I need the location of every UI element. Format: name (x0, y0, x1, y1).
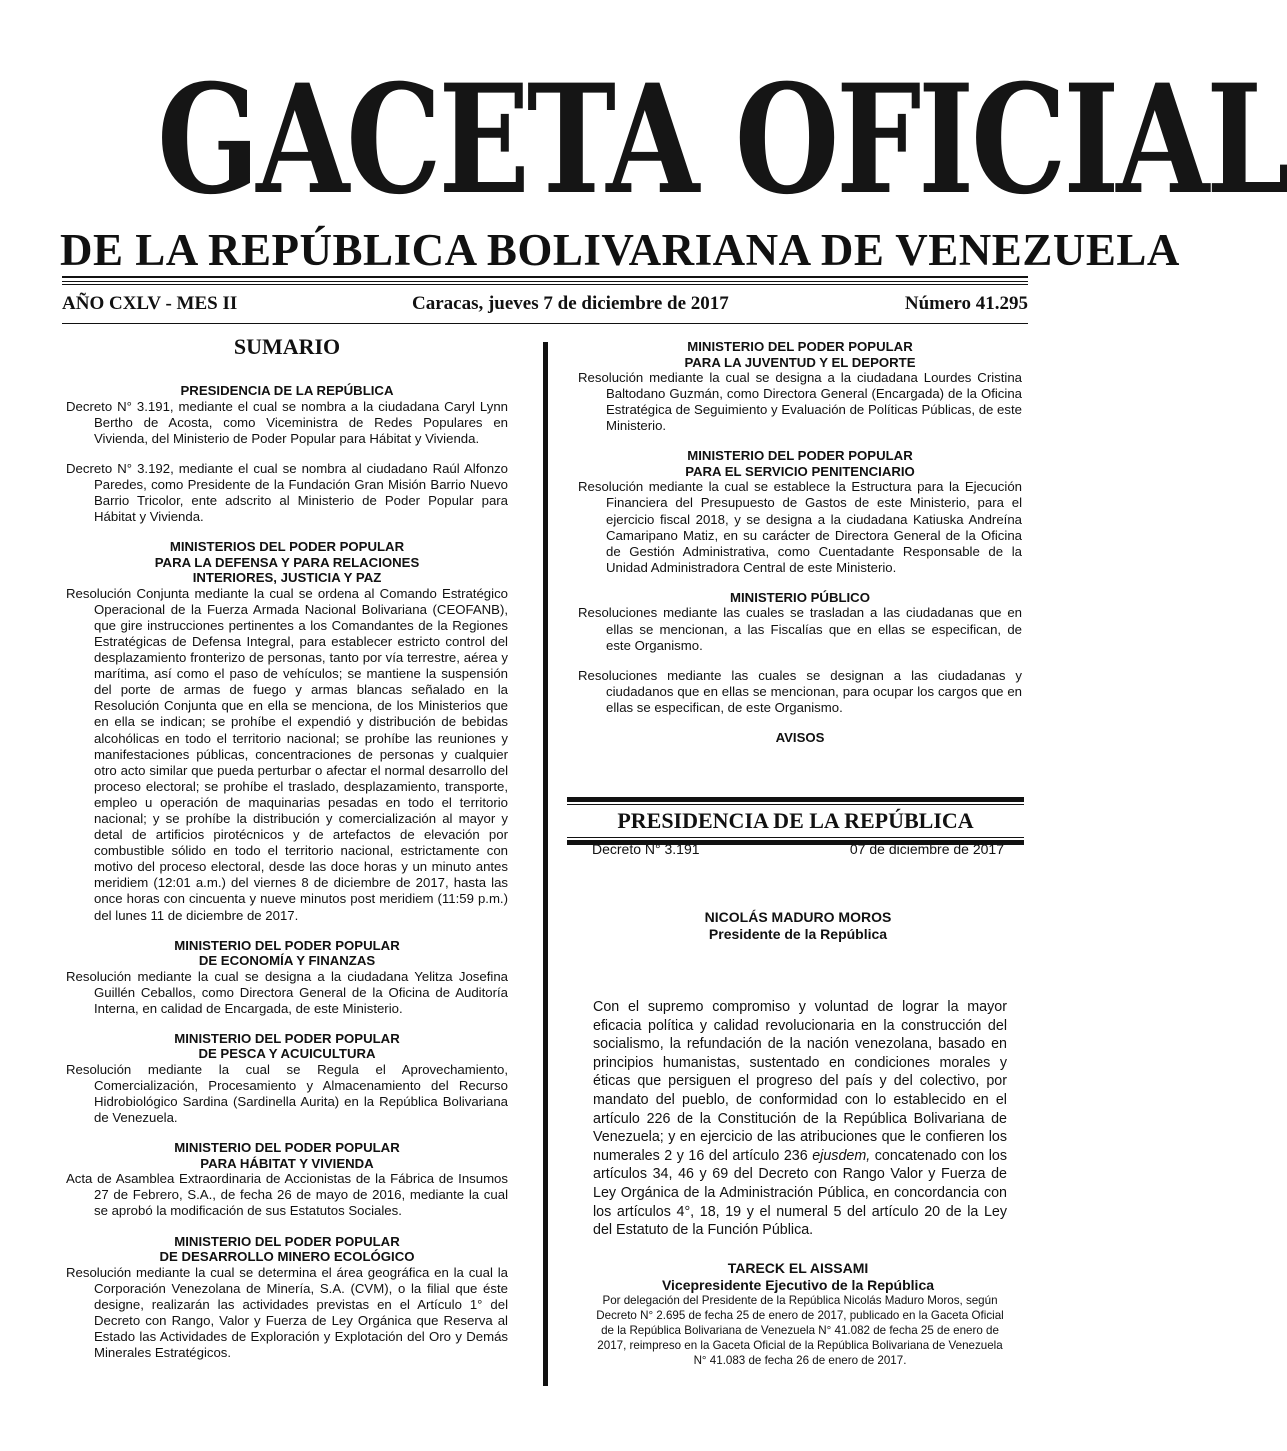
preamble-text-end: concatenado con los artículos 34, 46 y 69 del Decreto con Rango Valor y Fuerza de Ley Orgánica de la Administración Pública, en concordancia con los artículos 4°, 18, 19 y el numeral 5 del artículo 20 de la Ley del Estatuto de la Función Pública. (593, 1147, 1008, 1239)
section-heading-line: PARA EL SERVICIO PENITENCIARIO (685, 463, 915, 479)
sumario-title: SUMARIO (233, 334, 341, 359)
vp-name: TARECK EL AISSAMI (727, 1260, 869, 1276)
presidencia-rule-top (567, 797, 1024, 802)
section-heading-line: MINISTERIO DEL PODER POPULAR (687, 448, 913, 464)
masthead (60, 52, 1287, 275)
preamble-italic: ejusdem, (812, 1147, 871, 1164)
info-rule (62, 323, 1028, 324)
sumario-section (578, 590, 1022, 716)
sumario-section (66, 383, 508, 525)
sumario-entry: Acta de Asamblea Extraordinaria de Accionistas de la Fábrica de Insumos 27 de Febrero, S.A., de fecha 26 de mayo de 2016, mediante la cual se aprobó la modificación de sus Estatutos Sociales. (66, 1171, 508, 1219)
issue-info-bar (62, 293, 1028, 317)
sumario-section (66, 1234, 508, 1362)
preamble-text: Con el supremo compromiso y voluntad de lograr la mayor eficacia política y calidad revolucionaria en la construcción del socialismo, la refundación de la nación venezolana, basado en principios humanistas, sustentado en condiciones morales y éticas que persiguen el progreso del país y del colectivo, por mandato del pueblo, de conformidad con lo establecido en el artículo 226 de la Constitución de la República Bolivariana de Venezuela; y en ejercicio de las atribuciones que le confieren los numerales 2 y 16 del artículo 236 (593, 999, 1007, 1164)
sumario-section (66, 1140, 508, 1219)
sumario-entry: Decreto N° 3.192, mediante el cual se nombra al ciudadano Raúl Alfonzo Paredes, como Presidente de la Fundación Gran Misión Barrio Nuevo Barrio Tricolor, ente adscrito al Ministerio de Poder Popular para Hábitat y Vivienda. (66, 460, 508, 525)
section-heading (66, 1234, 508, 1265)
section-heading-line: PRESIDENCIA DE LA REPÚBLICA (180, 383, 394, 398)
sumario-left-column (66, 334, 508, 1375)
sumario-entry: Resolución mediante la cual se determina el área geográfica en la cual la Corporación Venezolana de Minería, S.A. (CVM), o la filial que éste designe, realizarán las actividades previstas en el Artículo 1° del Decreto con Rango, Valor y Fuerza de Ley Orgánica que Reserva al Estado las Actividades de Exploración y Explotación del Oro y Demás Minerales Estratégicos. (66, 1264, 508, 1361)
section-heading (66, 938, 508, 969)
section-heading-line: MINISTERIO DEL PODER POPULAR (174, 1233, 400, 1249)
sumario-section (578, 448, 1022, 576)
vp-signature (566, 1260, 1030, 1294)
sumario-right-column (578, 339, 1022, 756)
decreto-number: Decreto N° 3.191 (592, 841, 700, 857)
gazette-title: GACETA OFICIAL (157, 52, 1287, 228)
section-heading (66, 383, 508, 399)
sumario-entry: Resolución mediante la cual se Regula el Aprovechamiento, Comercialización, Procesamiento y Almacenamiento del Recurso Hidrobiológico Sardina (Sardinella Aurita) en la República Bolivariana de Venezuela. (66, 1061, 508, 1126)
vp-title: Vicepresidente Ejecutivo de la República (661, 1277, 935, 1293)
section-heading-line: PARA HÁBITAT Y VIVIENDA (200, 1155, 374, 1171)
sumario-entry: Decreto N° 3.191, mediante el cual se nombra a la ciudadana Caryl Lynn Bertho de Acosta, como Viceministra de Redes Populares en Vivienda, del Ministerio de Poder Popular para Hábitat y Vivienda. (66, 398, 508, 446)
presidencia-rule-bottom-thin (567, 837, 1024, 838)
section-heading-line: MINISTERIO DEL PODER POPULAR (687, 339, 913, 354)
president-name: NICOLÁS MADURO MOROS (704, 909, 892, 925)
year-month: AÑO CXLV - MES II (62, 293, 238, 314)
sumario-section (66, 938, 508, 1017)
sumario-entry: Resolución mediante la cual se establece la Estructura para la Ejecución Financiera del Presupuesto de Gastos de este Ministerio, para el ejercicio fiscal 2018, y se designa a la ciudadana Katiuska Andreína Camaripano Matiz, en su carácter de Directora General de la Oficina de Gestión Administrativa, como Cuentadante Responsable de la Unidad Administradora Central de este Ministerio. (578, 479, 1022, 575)
section-heading (578, 590, 1022, 606)
column-divider (543, 342, 548, 1386)
section-heading (66, 1140, 508, 1171)
place-date: Caracas, jueves 7 de diciembre de 2017 (412, 293, 729, 314)
section-heading (578, 339, 1022, 370)
section-heading (66, 539, 508, 586)
presidencia-rule-top-thin (567, 804, 1024, 805)
sumario-section (66, 539, 508, 923)
section-heading (578, 448, 1022, 479)
sumario-entry: Resoluciones mediante las cuales se designan a las ciudadanas y ciudadanos que en ellas se mencionan, para ocupar los cargos que en ellas se especifican, de este Organismo. (578, 667, 1022, 715)
sumario-section (578, 339, 1022, 434)
masthead-rule-thin (62, 281, 1028, 282)
sumario-entry: Resolución Conjunta mediante la cual se ordena al Comando Estratégico Operacional de la Fuerza Armada Nacional Bolivariana (CEOFANB), que gire instrucciones pertinentes a los Comandantes de la Regiones Estratégicas de Defensa Integral, para establecer estricto control del desplazamiento fronterizo de personas, tanto por vía terrestre, aérea y marítima, así como el paso de vehículos; se mantiene la suspensión del porte de armas de fuego y armas blancas señalado en la Resolución Conjunta que en ella se menciona, de los Ministerios que en ella se indican; se prohíbe el expendió y distribución de bebidas alcohólicas en todo el territorio nacional; se prohíbe las reuniones y manifestaciones públicas, concentraciones de personas y cualquier otro acto similar que pueda perturbar o afectar el normal desarrollo del proceso electoral; se prohíbe el traslado, desplazamiento, transporte, empleo u operación de maquinarias pesadas en todo el territorio nacional; y se prohíbe la distribución y comercialización al mayor y detal de artificios pirotécnicos y de artefactos de elevación por combustible sólido en todo el territorio nacional, estrictamente con motivo del proceso electoral, desde las doce horas y un minuto antes meridiem (12:01 a.m.) del viernes 8 de diciembre de 2017, hasta las once horas con cincuenta y nueve minutos post meridiem (11:59 p.m.) del lunes 11 de diciembre de 2017. (66, 585, 508, 923)
decreto-date: 07 de diciembre de 2017 (849, 841, 1004, 857)
sumario-entry: Resolución mediante la cual se designa a la ciudadana Lourdes Cristina Baltodano Guzmán, como Directora General (Encargada) de la Oficina Estratégica de Seguimiento y Evaluación de Políticas Públicas, de este Ministerio. (578, 370, 1022, 434)
section-heading-line: PARA LA DEFENSA Y PARA RELACIONES (154, 554, 420, 570)
presidencia-title: PRESIDENCIA DE LA REPÚBLICA (617, 808, 974, 833)
section-heading-line: MINISTERIOS DEL PODER POPULAR (169, 539, 405, 555)
section-heading-line: MINISTERIO DEL PODER POPULAR (174, 1030, 400, 1046)
decreto-preamble (593, 998, 1007, 1240)
section-heading-line: DE ECONOMÍA Y FINANZAS (198, 953, 376, 969)
section-heading-line: INTERIORES, JUSTICIA Y PAZ (192, 570, 382, 586)
avisos-heading: AVISOS (775, 730, 825, 745)
masthead-rule-top (62, 276, 1028, 278)
section-heading-line: PARA LA JUVENTUD Y EL DEPORTE (684, 354, 916, 370)
section-heading-line: DE DESARROLLO MINERO ECOLÓGICO (159, 1249, 415, 1265)
gazette-subtitle: DE LA REPÚBLICA BOLIVARIANA DE VENEZUELA (60, 225, 1180, 275)
section-heading-line: MINISTERIO DEL PODER POPULAR (174, 937, 400, 953)
section-heading-line: MINISTERIO DEL PODER POPULAR (174, 1140, 400, 1156)
sumario-entry: Resolución mediante la cual se designa a la ciudadana Yelitza Josefina Guillén Ceballos, como Directora General de la Oficina de Auditoría Interna, en calidad de Encargada, de este Ministerio. (66, 968, 508, 1016)
section-heading-line: DE PESCA Y ACUICULTURA (198, 1046, 376, 1062)
presidencia-header (567, 797, 1024, 845)
issue-number: Número 41.295 (904, 293, 1028, 314)
delegation-note: Por delegación del Presidente de la República Nicolás Maduro Moros, según Decreto N° 2.695 de fecha 25 de enero de 2017, publicado en la Gaceta Oficial de la República Bolivariana de Venezuela N° 41.082 de fecha 25 de enero de 2017, reimpreso en la Gaceta Oficial de la República Bolivariana de Venezuela N° 41.083 de fecha 26 de enero de 2017. (596, 1294, 1004, 1367)
president-title: Presidente de la República (708, 926, 888, 942)
sumario-entry: Resoluciones mediante las cuales se trasladan a las ciudadanas que en ellas se mencionan, a las Fiscalías que en ellas se especifican, de este Organismo. (578, 605, 1022, 653)
president-signature (566, 909, 1030, 943)
sumario-section (66, 1031, 508, 1126)
section-heading (66, 1031, 508, 1062)
section-heading-line: MINISTERIO PÚBLICO (730, 589, 870, 605)
masthead-rule-thin-2 (62, 284, 1028, 285)
